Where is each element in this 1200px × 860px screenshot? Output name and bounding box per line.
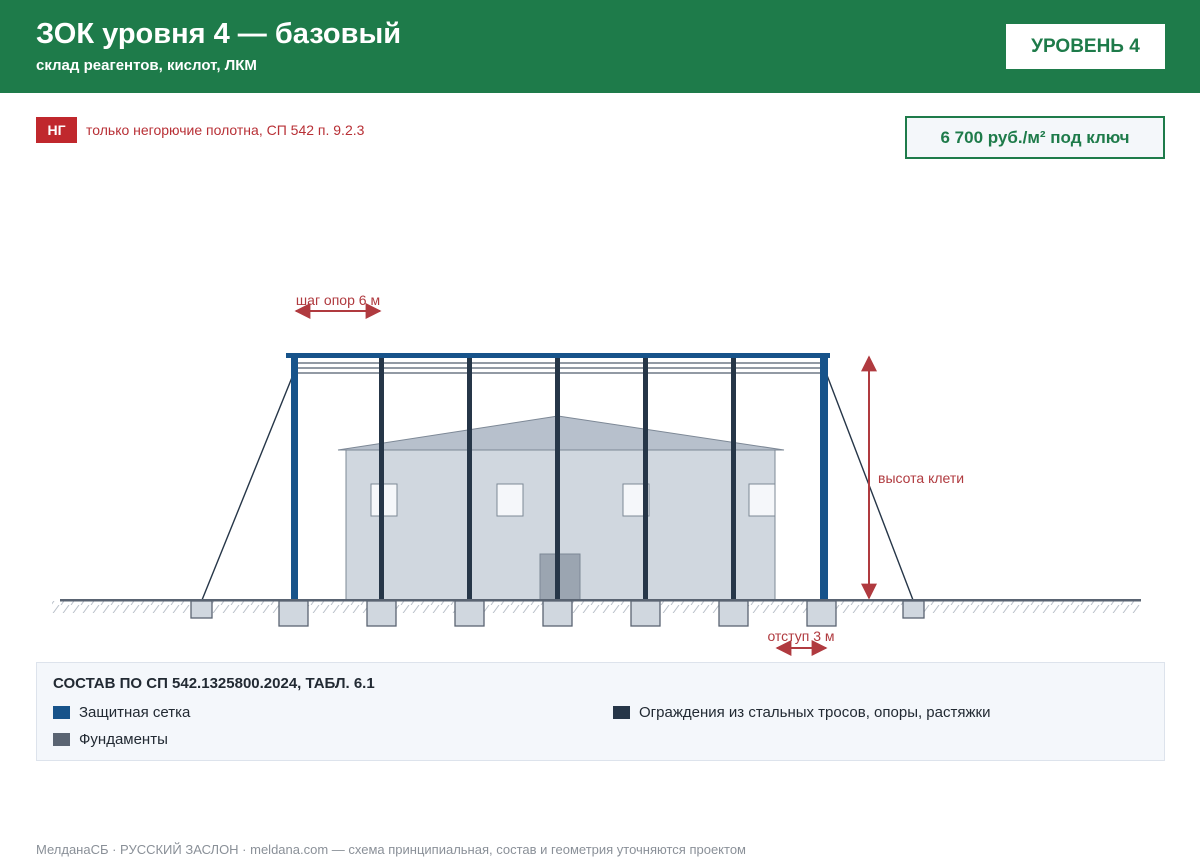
warehouse-building — [338, 416, 784, 600]
net-top-beam — [286, 353, 830, 358]
building-window — [497, 484, 523, 516]
legend-label: Фундаменты — [79, 731, 168, 748]
legend-swatch-foundations — [53, 733, 70, 746]
post-foundation — [455, 601, 484, 626]
foundations — [191, 601, 924, 626]
post-foundation — [719, 601, 748, 626]
anchor-foundation — [191, 601, 212, 618]
ground-line — [60, 599, 1141, 602]
support-post — [555, 356, 560, 600]
dim-label-pitch: шаг опор 6 м — [295, 292, 381, 308]
net-end-post-left — [291, 353, 298, 600]
legend-label: Ограждения из стальных тросов, опоры, растяжки — [639, 704, 991, 721]
ng-note: только негорючие полотна, СП 542 п. 9.2.3 — [86, 122, 365, 138]
post-foundation — [807, 601, 836, 626]
dim-label-height: высота клети — [878, 470, 965, 486]
legend-panel — [36, 662, 1165, 761]
price-box: 6 700 руб./м² под ключ — [905, 116, 1165, 159]
legend-item-foundations — [53, 731, 168, 748]
footer-note: МелданаСБ · РУССКИЙ ЗАСЛОН · meldana.com — схема принципиальная, состав и геометрия уточняются проектом — [36, 842, 746, 857]
legend-title: СОСТАВ ПО СП 542.1325800.2024, ТАБЛ. 6.1 — [53, 675, 375, 692]
support-post — [731, 356, 736, 600]
level-badge: УРОВЕНЬ 4 — [1006, 24, 1165, 69]
net-end-post-right — [820, 353, 828, 600]
ng-badge: НГ — [36, 117, 77, 143]
dim-label-offset: отступ 3 м — [767, 628, 835, 644]
legend-swatch-cables — [613, 706, 630, 719]
support-post — [379, 356, 384, 600]
anchor-foundation — [903, 601, 924, 618]
post-foundation — [279, 601, 308, 626]
building-window — [749, 484, 775, 516]
ground-hatching — [52, 601, 1140, 613]
support-post — [643, 356, 648, 600]
page-title: ЗОК уровня 4 — базовый — [36, 18, 402, 50]
post-foundation — [367, 601, 396, 626]
legend-label: Защитная сетка — [79, 704, 191, 721]
building-roof — [338, 416, 784, 450]
legend-item-net — [53, 704, 190, 721]
post-foundation — [631, 601, 660, 626]
guy-wire-left — [202, 370, 295, 600]
legend-swatch-net — [53, 706, 70, 719]
post-foundation — [543, 601, 572, 626]
page-subtitle: склад реагентов, кислот, ЛКМ — [36, 57, 257, 74]
support-post — [467, 356, 472, 600]
legend-item-cables — [613, 704, 990, 721]
